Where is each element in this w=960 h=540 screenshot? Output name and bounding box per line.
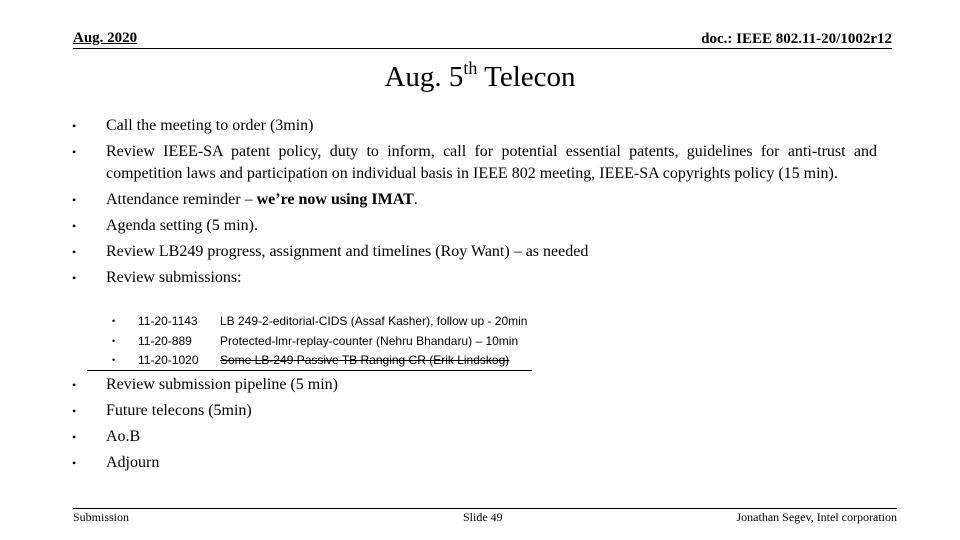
header-rule xyxy=(73,48,892,49)
title-suffix: Telecon xyxy=(477,61,576,93)
footer-submission: Submission xyxy=(73,510,130,524)
agenda-item xyxy=(72,426,877,448)
agenda-item-text: Attendance reminder – xyxy=(106,191,257,208)
footer-rule xyxy=(73,508,897,509)
agenda-item xyxy=(72,141,877,185)
submission-number: 11-20-889 xyxy=(138,333,192,348)
agenda-item xyxy=(72,115,877,137)
bullet-icon: • xyxy=(72,404,77,418)
footer-author: Jonathan Segev, Intel corporation xyxy=(736,510,897,524)
agenda-item xyxy=(72,215,877,237)
agenda-list-continued xyxy=(72,374,877,478)
submission-title: LB 249-2-editorial-CIDS (Assaf Kasher), follow up - 20min xyxy=(220,314,528,328)
submission-number: 11-20-1143 xyxy=(138,314,198,328)
page-title xyxy=(0,58,960,94)
bullet-icon: • xyxy=(72,430,77,444)
bullet-icon: • xyxy=(72,193,77,207)
imat-emphasis: we’re now using IMAT xyxy=(256,191,414,208)
submissions-list xyxy=(112,312,527,371)
agenda-item-text: Adjourn xyxy=(106,454,160,471)
submission-number: 11-20-1020 xyxy=(138,353,199,367)
agenda-item-text: Review LB249 progress, assignment and timelines (Roy Want) – as needed xyxy=(106,243,589,260)
strikethrough-line xyxy=(87,370,532,371)
agenda-item-text: Future telecons (5min) xyxy=(106,402,252,419)
agenda-item xyxy=(72,452,877,474)
submission-item xyxy=(112,312,527,332)
submission-item xyxy=(112,351,527,371)
bullet-icon: • xyxy=(72,378,77,392)
agenda-item-text: Ao.B xyxy=(106,428,141,445)
agenda-item-text: Review submissions: xyxy=(106,269,242,286)
agenda-item xyxy=(72,267,877,289)
agenda-item xyxy=(72,374,877,396)
agenda-item-tail: . xyxy=(413,191,418,208)
bullet-icon: • xyxy=(112,335,116,346)
bullet-icon: • xyxy=(112,355,116,365)
agenda-item-text: Review submission pipeline (5 min) xyxy=(106,376,338,393)
bullet-icon: • xyxy=(72,219,77,233)
agenda-item xyxy=(72,189,877,211)
submission-title: Some LB-249 Passive TB Ranging CR (Erik Lindskog) xyxy=(220,353,510,367)
header-doc-id: doc.: IEEE 802.11-20/1002r12 xyxy=(701,31,892,47)
agenda-item-text: Agenda setting (5 min). xyxy=(106,217,258,234)
title-superscript: th xyxy=(463,58,478,78)
agenda-item-text: Call the meeting to order (3min) xyxy=(106,117,314,134)
submission-title: Protected-lmr-replay-counter (Nehru Bhandaru) – 10min xyxy=(220,333,519,348)
bullet-icon: • xyxy=(72,145,77,159)
agenda-item xyxy=(72,400,877,422)
bullet-icon: • xyxy=(112,316,116,326)
header-date: Aug. 2020 xyxy=(73,30,138,46)
bullet-icon: • xyxy=(72,456,77,470)
agenda-item xyxy=(72,241,877,263)
footer-slide-number: Slide 49 xyxy=(463,510,503,524)
submission-item xyxy=(112,332,527,352)
agenda-list xyxy=(72,115,877,293)
title-prefix: Aug. 5 xyxy=(384,61,464,93)
bullet-icon: • xyxy=(72,119,77,133)
bullet-icon: • xyxy=(72,271,77,285)
agenda-item-text: Review IEEE-SA patent policy, duty to inform, call for potential essential patents, guidelines for anti-trust and competition laws and participation on individual basis in IEEE 802 meeting, IEEE-SA copyrights policy (15 min). xyxy=(106,143,877,182)
bullet-icon: • xyxy=(72,245,77,259)
